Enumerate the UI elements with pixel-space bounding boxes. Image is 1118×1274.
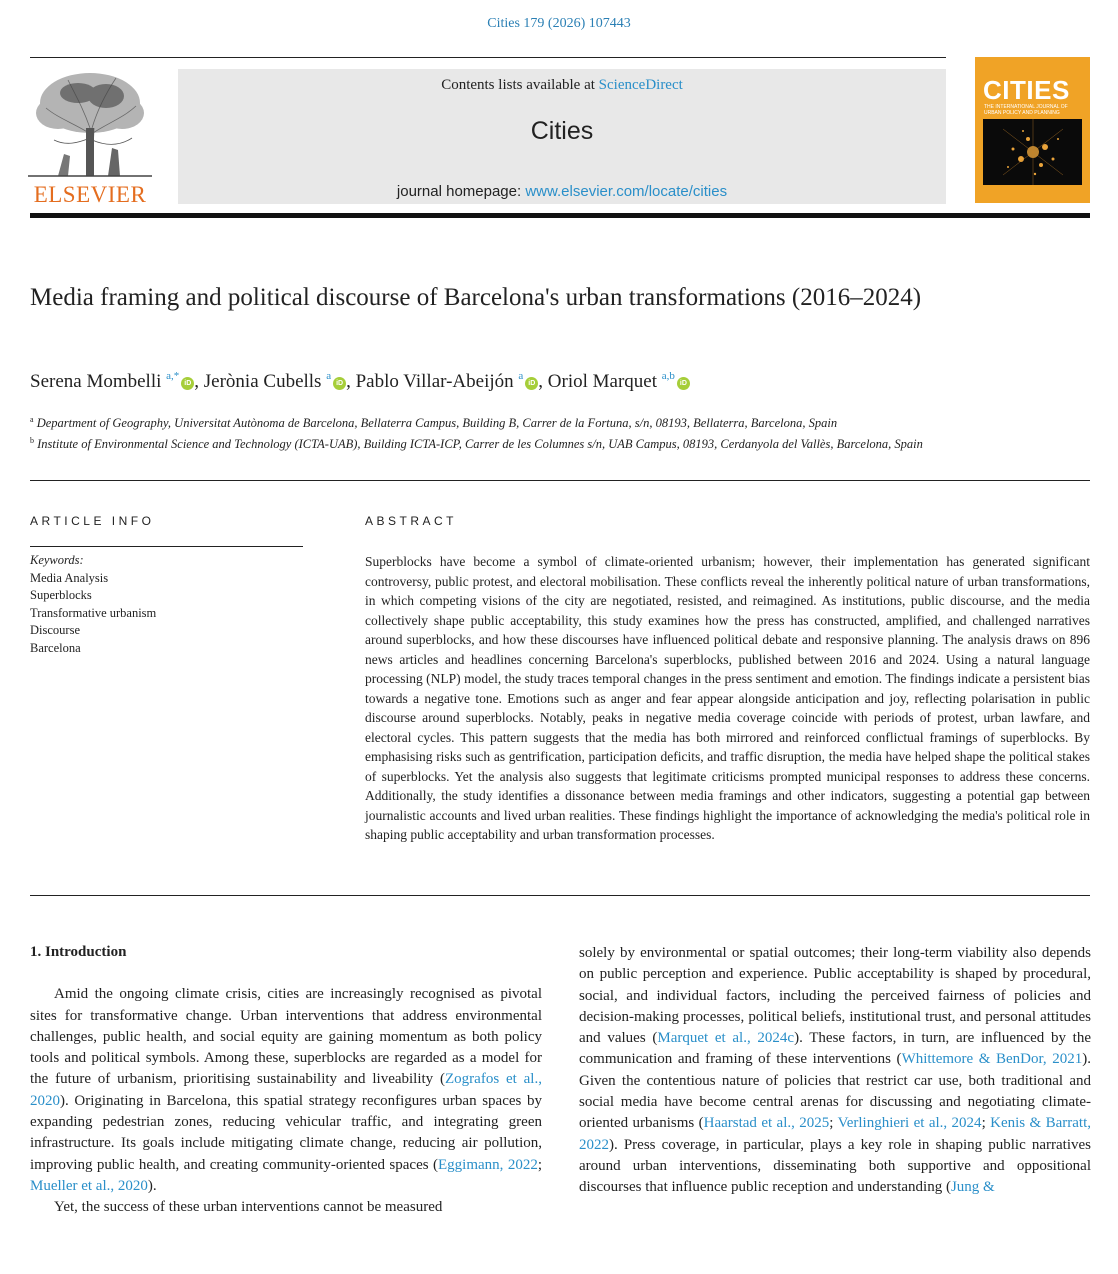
citation-link[interactable]: Kenis & Barratt, 2022	[579, 1115, 1091, 1153]
body-text: ). Originating in Barcelona, this spatial strategy reconfigures urban spaces by expanding pedestrian zones, reducing vehicular traffic, and integrating green infrastructure. Its goals include mitigating climate change, reducing air pollution, improving public health, and creating community-oriented spaces (	[30, 1092, 542, 1173]
body-paragraph: Yet, the success of these urban interventions cannot be measured	[54, 1199, 443, 1216]
author-affil-mark[interactable]: a,b	[661, 370, 675, 382]
affiliation-b	[30, 432, 930, 453]
elsevier-tree-icon	[28, 68, 152, 178]
abstract-text: Superblocks have become a symbol of climate-oriented urbanism; however, their implementation has generated significant controversy, public protest, and electoral mobilisation. These conflicts reveal the inherently political nature of urban transformations, in which competing visions of the city are negotiated, resisted, and reimagined. As institutions, public discourse, and the media collectively shape public acceptability, this study examines how the press has constructed, amplified, and challenged narratives around superblocks, and how these discourses have influenced political debate and responsive planning. The analysis draws on 896 news articles and headlines concerning Barcelona's superblocks, published between 2016 and 2024. Using a natural language processing (NLP) model, the study traces temporal changes in the press sentiment and emotion. The findings indicate a persistent bias towards a negative tone. Emotions such as anger and fear appear alongside anticipation and joy, reflecting polarisation in public discourse around superblocks. Notably, peaks in negative media coverage coincide with periods of protest, urban lawfare, and electoral cycles. This pattern suggests that the media has both mirrored and reinforced conflictual framings of superblocks. By emphasising risks such as gentrification, participation deficits, and traffic disruption, the media have helped shape the political stakes of superblocks. Yet the analysis also suggests that legitimate criticisms prompted municipal responses to address these concerns. Additionally, the study identifies a dissonance between media framings and other indicators, suggesting a potential gap between journalistic accounts and lived urban realities. These findings highlight the importance of acknowledging the media's political role in shaping public acceptability and urban transformation processes.	[365, 554, 1090, 842]
citation-link[interactable]: Marquet et al., 2024c	[657, 1030, 795, 1047]
body-text: Amid the ongoing climate crisis, cities are increasingly recognised as pivotal sites for transformative change. Urban interventions that address environmental challenges, public health, and social equity are gaining momentum as both policy tools and political symbols. Among these, superblocks are regarded as a model for the future of urbanism, prioritising sustainability and liveability (	[30, 986, 542, 1088]
citation-link[interactable]: Haarstad et al., 2025	[703, 1115, 830, 1132]
affiliation-a	[30, 411, 930, 432]
author-list: Serena Mombelli $^{a,*}$iD , Jerònia Cubells $^a$iD , Pablo Villar-Abeijón $^a$iD , Oriol Marquet $^{a,b}$iD	[30, 370, 690, 393]
keywords-block	[30, 552, 156, 657]
cover-subtitle: THE INTERNATIONAL JOURNAL OF URBAN POLICY AND PLANNING	[984, 104, 1068, 116]
citation-link[interactable]: Eggimann, 2022	[437, 1156, 538, 1173]
sciencedirect-link[interactable]: ScienceDirect	[598, 77, 683, 93]
author-affil-mark[interactable]: a	[326, 370, 332, 382]
citation-link[interactable]: Jung &	[950, 1179, 995, 1196]
keyword-item: Media Analysis	[30, 570, 109, 585]
body-text: solely by environmental or spatial outcomes; their long-term viability also depends on public perception and experience. Public acceptability is shaped by procedural, social, and individual factors, including the perceived fairness of policies and decision-making processes, political beliefs, institutional trust, and personal attitudes and values (	[579, 945, 1091, 1047]
article-info-rule	[30, 546, 303, 547]
elsevier-wordmark: ELSEVIER	[33, 182, 147, 207]
cover-title: CITIES	[983, 75, 1070, 105]
homepage-link[interactable]: www.elsevier.com/locate/cities	[525, 183, 728, 200]
author-affil-mark[interactable]: a	[518, 370, 524, 382]
journal-banner	[178, 69, 946, 204]
body-text: ). Press coverage, in particular, plays a key role in shaping public narratives around urban interventions, disseminating both supportive and oppositional discourses that influence public reception and understanding (	[579, 1136, 1091, 1196]
body-text: ). Given the contentious nature of policies that restrict car use, both traditional and social media have become central arenas for discussing and negotiating climate-oriented urbanisms (	[579, 1051, 1091, 1132]
citation-link[interactable]: Zografos et al., 2020	[30, 1071, 542, 1109]
orcid-icon[interactable]: iD	[181, 377, 194, 390]
contents-prefix: Contents lists available at	[441, 77, 599, 93]
orcid-icon[interactable]: iD	[333, 377, 346, 390]
body-column-right	[579, 943, 1091, 1199]
body-paragraph	[579, 943, 1091, 1199]
affiliation-text: Institute of Environmental Science and Technology (ICTA-UAB), Building ICTA-ICP, Carrer de les Columnes s/n, UAB Campus, 08193, Cerdanyola del Vallès, Barcelona, Spain	[37, 437, 923, 451]
citation-link[interactable]: Mueller et al., 2020	[30, 1177, 148, 1194]
affiliation-mark: b	[30, 436, 34, 445]
body-column-left	[30, 942, 542, 1219]
citation-link[interactable]: Verlinghieri et al., 2024	[837, 1115, 982, 1132]
journal-citation[interactable]: Cities 179 (2026) 107443	[487, 16, 631, 31]
divider	[30, 895, 1090, 896]
keyword-item: Barcelona	[30, 640, 81, 655]
citation-link[interactable]: Whittemore & BenDor, 2021	[901, 1051, 1083, 1068]
keyword-item: Transformative urbanism	[30, 605, 157, 620]
affiliation-mark: a	[30, 415, 34, 424]
divider	[30, 480, 1090, 481]
contents-line	[178, 77, 946, 94]
author-name[interactable]: Jerònia Cubells	[203, 371, 322, 392]
author-affil-mark[interactable]: a,*	[166, 370, 180, 382]
author-name[interactable]: Serena Mombelli	[30, 371, 162, 392]
body-text: ).	[147, 1177, 157, 1194]
body-text: ;	[537, 1156, 542, 1173]
elsevier-logo[interactable]	[28, 68, 152, 208]
article-info-heading: ARTICLE INFO	[30, 514, 155, 528]
keyword-item: Discourse	[30, 623, 80, 637]
cover-city-lights-image	[983, 119, 1082, 185]
body-text: ). These factors, in turn, are influenced by the communication and framing of these interventions (	[579, 1030, 1092, 1068]
body-text: ;	[829, 1115, 838, 1132]
homepage-line	[178, 183, 946, 200]
author-name[interactable]: Pablo Villar-Abeijón	[355, 371, 514, 392]
abstract-heading: ABSTRACT	[365, 514, 458, 528]
keyword-item: Superblocks	[30, 588, 92, 602]
journal-title[interactable]: Cities	[530, 117, 594, 145]
author-name[interactable]: Oriol Marquet	[547, 371, 658, 392]
affiliation-text: Department of Geography, Universitat Autònoma de Barcelona, Bellaterra Campus, Building B, Carrer de la Fortuna, s/n, 08193, Bellaterra, Barcelona, Spain	[36, 416, 838, 430]
body-text: ;	[981, 1115, 991, 1132]
homepage-prefix: journal homepage:	[396, 183, 526, 200]
section-heading: 1. Introduction	[30, 944, 127, 960]
body-paragraph	[30, 984, 542, 1197]
orcid-icon[interactable]: iD	[525, 377, 538, 390]
article-title: Media framing and political discourse of Barcelona's urban transformations (2016–2024)	[30, 284, 922, 311]
orcid-icon[interactable]: iD	[677, 377, 690, 390]
keywords-label: Keywords:	[30, 553, 84, 567]
header-thick-rule	[30, 213, 1090, 218]
header-rule	[30, 57, 946, 58]
journal-cover-image[interactable]	[975, 57, 1090, 203]
affiliations	[30, 411, 930, 453]
